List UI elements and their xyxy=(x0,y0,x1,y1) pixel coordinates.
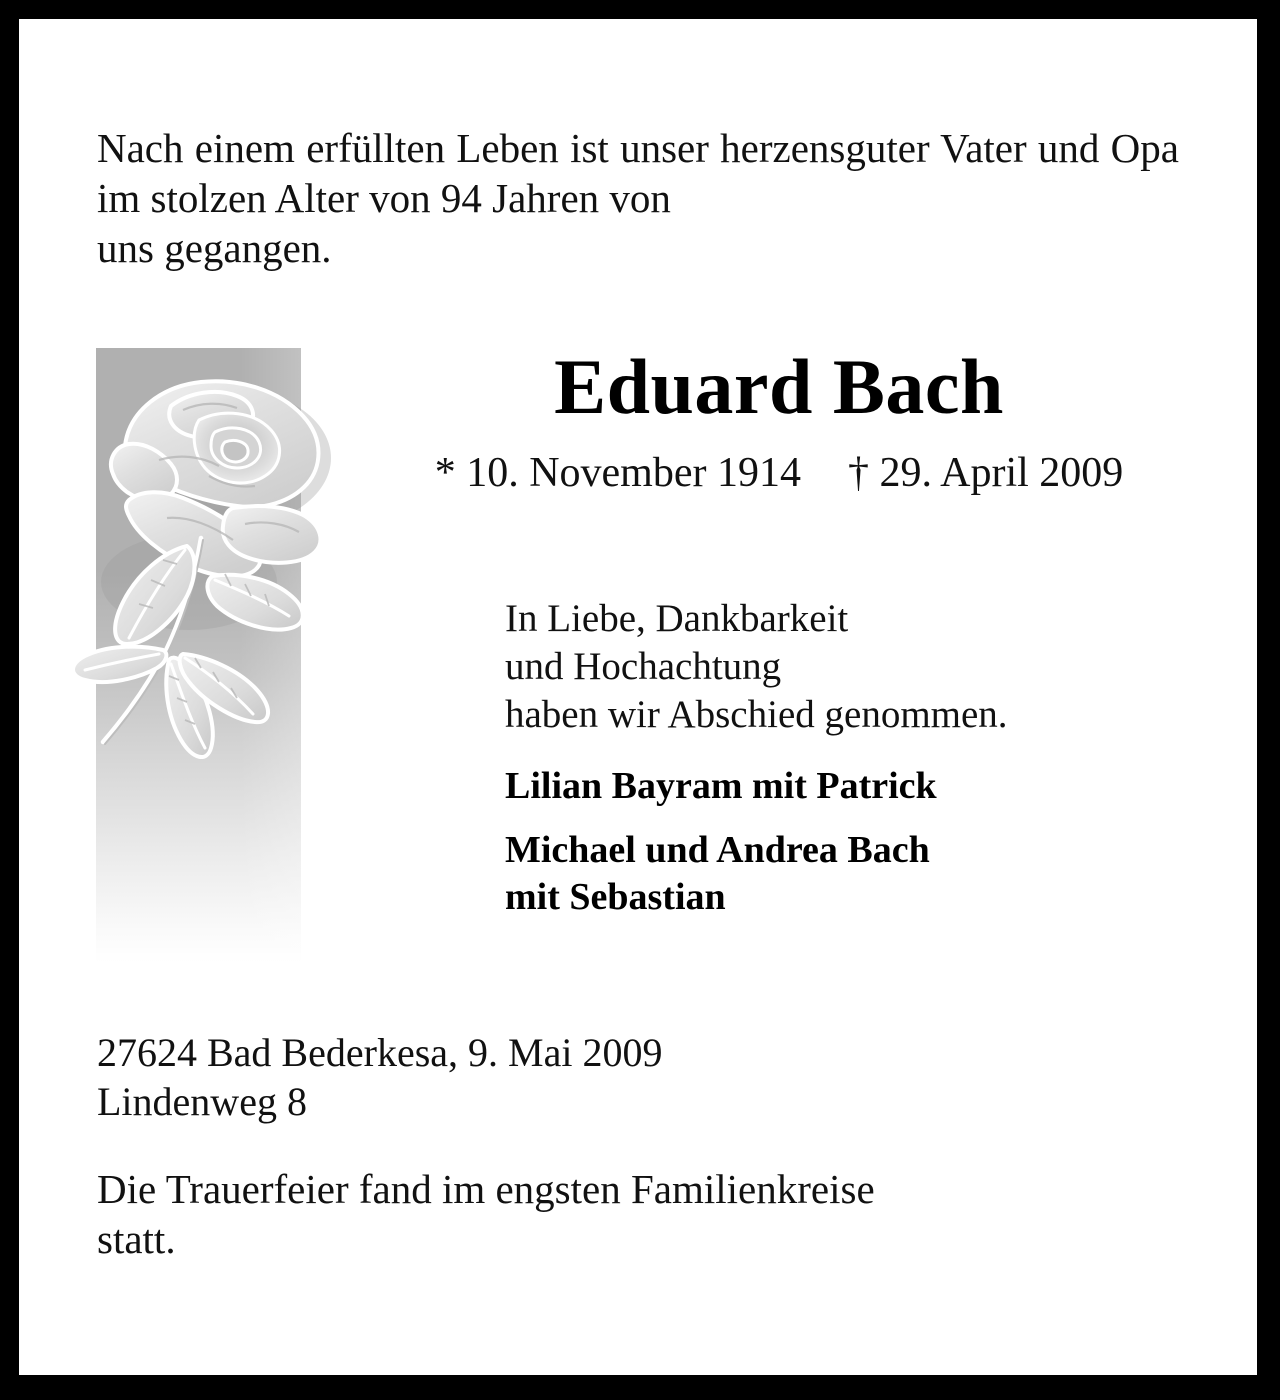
place-date-line: 27624 Bad Bederkesa, 9. Mai 2009 xyxy=(97,1030,663,1075)
tribute-line-1: In Liebe, Dankbarkeit xyxy=(505,597,849,640)
lead-line-1: Nach einem erfüllten Leben ist unser herzensguter xyxy=(97,125,930,171)
closing-line-1: Die Trauerfeier fand im engsten Familienkreise xyxy=(97,1166,875,1212)
survivor-group-1 xyxy=(505,763,1205,810)
closing-line-2: statt. xyxy=(97,1216,176,1262)
lead-line-3: uns gegangen. xyxy=(97,225,332,271)
life-dates xyxy=(339,447,1219,499)
page-title: Eduard Bach xyxy=(554,343,1004,430)
survivor-line: Michael und Andrea Bach xyxy=(505,829,930,871)
frame-border-right xyxy=(1257,0,1280,1400)
survivors-list xyxy=(505,763,1205,921)
birth-date: * 10. November 1914 xyxy=(434,450,801,496)
frame-border-left xyxy=(0,0,19,1400)
lead-line-2: Vater und Opa im stolzen Alter von 94 Jahren von xyxy=(97,125,1179,221)
death-date: † 29. April 2009 xyxy=(847,450,1124,496)
notice-content-area xyxy=(19,19,1257,1375)
deceased-name-block xyxy=(339,339,1219,499)
rose-illustration-icon xyxy=(67,350,367,790)
tribute-line-2: und Hochachtung xyxy=(505,645,782,688)
survivor-line: mit Sebastian xyxy=(505,876,726,918)
closing-paragraph xyxy=(97,1164,1179,1264)
lead-paragraph xyxy=(97,123,1179,273)
frame-border-bottom xyxy=(0,1375,1280,1400)
survivor-group-2 xyxy=(505,827,1205,921)
place-and-address xyxy=(97,1028,1179,1126)
frame-border-top xyxy=(0,0,1280,19)
survivor-line: Lilian Bayram mit Patrick xyxy=(505,765,937,807)
tribute-line-3: haben wir Abschied genommen. xyxy=(505,693,1008,736)
tribute-block xyxy=(505,595,1205,921)
street-address-line: Lindenweg 8 xyxy=(97,1079,307,1124)
